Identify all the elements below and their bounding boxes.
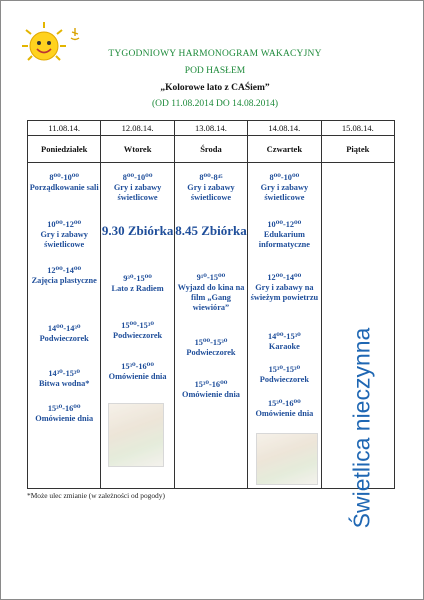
friday-column [321,163,394,529]
activity: Karaoke [268,342,300,351]
activity: Podwieczorek [113,331,163,340]
day-cell: Czwartek [248,136,321,163]
time: 15⁰⁰-15³⁰ [121,321,154,330]
photo-image [108,403,164,467]
time: 15⁰⁰-15³⁰ [194,338,228,347]
list-item [248,220,320,250]
list-item [28,173,100,193]
activity: Bitwa wodna* [38,379,90,388]
time: 8⁰⁰-10⁰⁰ [49,173,80,182]
time: 15³⁰-16⁰⁰ [194,380,228,389]
list-item [28,369,100,389]
gathering-note: 8.45 Zbiórka [175,223,247,238]
activity: Gry i zabawy świetlicowe [260,183,309,202]
activity: Podwieczorek [186,348,236,357]
activity: Zajęcia plastyczne [31,276,97,285]
day-cell: Wtorek [101,136,174,163]
time: 9¹⁰-15⁰⁰ [196,273,226,282]
schedule-body-row [28,163,395,489]
footnote: *Może ulec zmianie (w zależności od pogody) [27,491,165,500]
thursday-column [248,163,321,489]
list-item [175,173,247,203]
title-line-1: TYGODNIOWY HARMONOGRAM WAKACYJNY [108,49,322,59]
time: 10⁰⁰-12⁰⁰ [47,220,82,229]
time: 8⁰⁰-8⁴⁵ [199,173,223,182]
list-item [28,220,100,250]
list-item [101,274,173,294]
activity: Omówienie dnia [108,372,167,381]
list-item [28,324,100,344]
date-range: (OD 11.08.2014 DO 14.08.2014) [151,99,279,109]
activity: Omówienie dnia [182,390,240,399]
activity: Omówienie dnia [35,414,94,423]
date-cell: 12.08.14. [101,121,174,136]
date-cell: 14.08.14. [248,121,321,136]
activity: Omówienie dnia [255,409,314,418]
title-line-2: POD HASŁEM [184,66,246,76]
list-item [175,338,247,358]
wednesday-column [174,163,247,489]
list-item [28,266,100,286]
activity: Gry i zabawy świetlicowe [113,183,162,202]
date-cell: 15.08.14. [321,121,394,136]
time: 15³⁰-16⁰⁰ [121,362,154,371]
time: 12⁰⁰-14⁰⁰ [267,273,302,282]
smiling-sun-icon [14,18,84,68]
day-cell: Piątek [321,136,394,163]
time: 14³⁰-15³⁰ [48,369,80,378]
day-row [28,136,395,163]
list-item [101,362,173,382]
day-cell: Środa [174,136,247,163]
list-item [175,380,247,400]
list-item [248,273,320,303]
list-item [175,273,247,313]
time: 9³⁰-15⁰⁰ [123,274,152,283]
time: 12⁰⁰-14⁰⁰ [47,266,82,275]
time: 10⁰⁰-12⁰⁰ [267,220,302,229]
activity: Edukarium informatyczne [258,230,310,249]
closed-notice: Świetlica nieczynna [348,327,375,529]
list-item [248,365,320,385]
list-item [248,332,320,352]
activity: Gry i zabawy świetlicowe [40,230,88,249]
activity: Podwieczorek [259,375,309,384]
day-cell: Poniedziałek [28,136,101,163]
time: 15³⁰-15³⁰ [268,365,301,374]
date-cell: 11.08.14. [28,121,101,136]
title-line-3: „Kolorowe lato z CAŚiem” [160,83,270,93]
activity: Gry i zabawy na świeżym powietrzu [250,283,319,302]
time: 14⁰⁰-14³⁰ [47,324,81,333]
date-row [28,121,395,136]
list-item [28,404,100,424]
time: 8⁰⁰-10⁰⁰ [122,173,153,182]
activity: Lato z Radiem [111,284,164,293]
time: 14⁰⁰-15³⁰ [267,332,301,341]
list-item [248,173,320,203]
gathering-note: 9.30 Zbiórka [101,223,174,238]
tuesday-column [101,163,174,489]
list-item [248,399,320,419]
activity: Porządkowanie sali [29,183,99,192]
time: 15³⁰-16⁰⁰ [47,404,81,413]
list-item [101,173,173,203]
activity: Gry i zabawy świetlicowe [187,183,235,202]
activity: Wyjazd do kina na film „Gang wiewióra” [177,283,245,312]
activity: Podwieczorek [39,334,89,343]
list-item [101,321,173,341]
time: 8⁰⁰-10⁰⁰ [269,173,300,182]
monday-column [28,163,101,489]
date-cell: 13.08.14. [174,121,247,136]
photo-image [256,433,318,485]
time: 15³⁰-16⁰⁰ [267,399,301,408]
